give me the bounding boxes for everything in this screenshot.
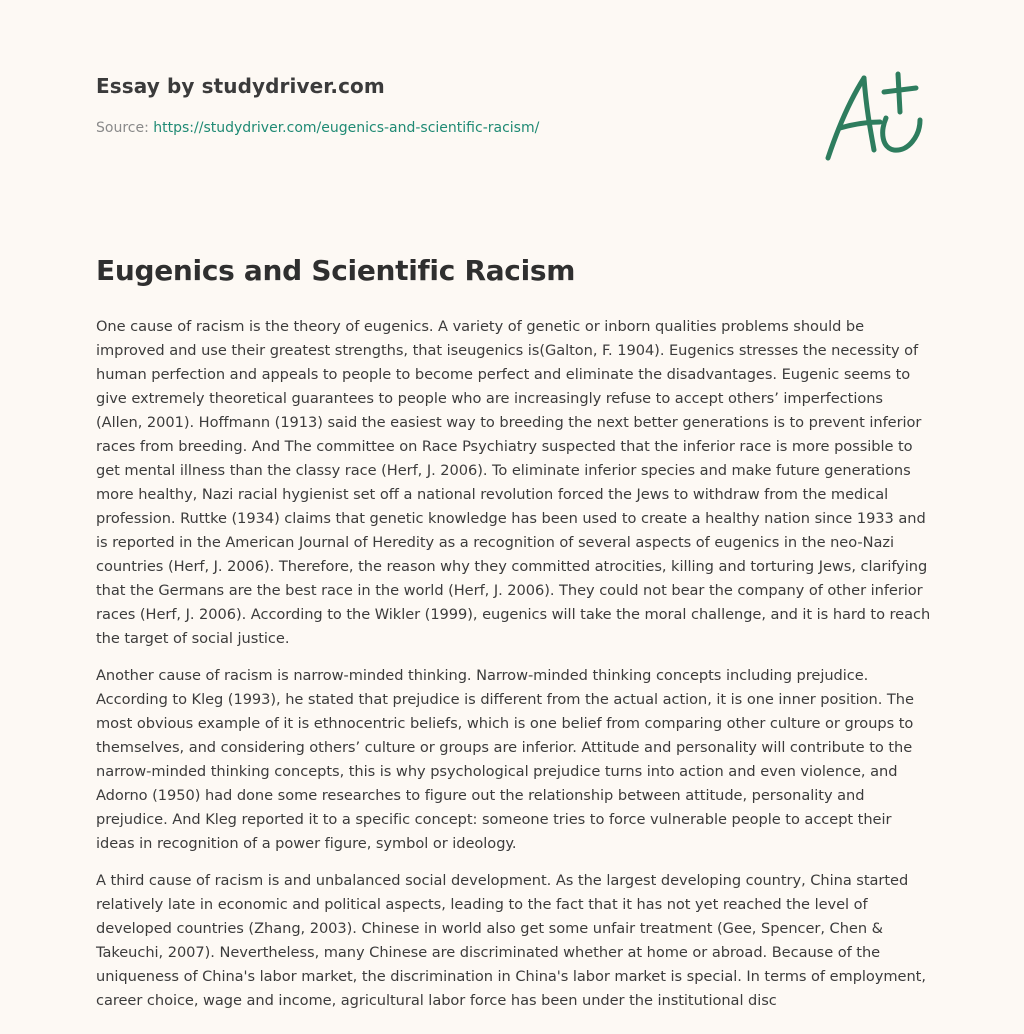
- essay-title: Eugenics and Scientific Racism: [96, 254, 576, 287]
- site-title: Essay by studydriver.com: [96, 74, 385, 98]
- source-line: [96, 120, 796, 136]
- source-link[interactable]: https://studydriver.com/eugenics-and-scientific-racism/: [153, 120, 540, 136]
- essay-paragraph: Another cause of racism is narrow-minded thinking. Narrow-minded thinking concepts including prejudice. According to Kleg (1993), he stated that prejudice is different from the actual action, it is one inner position. The most obvious example of it is ethnocentric beliefs, which is one belief from comparing other culture or groups to themselves, and considering others’ culture or groups are inferior. Attitude and personality will contribute to the narrow-minded thinking concepts, this is why psychological prejudice turns into action and even violence, and Adorno (1950) had done some researches to figure out the relationship between attitude, personality and prejudice. And Kleg reported it to a specific concept: someone tries to force vulnerable people to accept their ideas in recognition of a power figure, symbol or ideology.: [96, 667, 914, 852]
- essay-paragraph: A third cause of racism is and unbalanced social development. As the largest developing country, China started relatively late in economic and political aspects, leading to the fact that it has not yet reached the level of developed countries (Zhang, 2003). Chinese in world also get some unfair treatment (Gee, Spencer, Chen & Takeuchi, 2007). Nevertheless, many Chinese are discriminated whether at home or abroad. Because of the uniqueness of China's labor market, the discrimination in China's labor market is special. In terms of employment, career choice, wage and income, agricultural labor force has been under the institutional disc: [96, 872, 926, 1009]
- source-label: Source:: [96, 120, 154, 136]
- a-plus-grade-icon: [820, 66, 930, 166]
- essay-paragraph: One cause of racism is the theory of eugenics. A variety of genetic or inborn qualities problems should be improved and use their greatest strengths, that iseugenics is(Galton, F. 1904). Eugenics stresses the necessity of human perfection and appeals to people to become perfect and eliminate the disadvantages. Eugenic seems to give extremely theoretical guarantees to people who are increasingly refuse to accept others’ imperfections (Allen, 2001). Hoffmann (1913) said the easiest way to breeding the next better generations is to prevent inferior races from breeding. And The committee on Race Psychiatry suspected that the inferior race is more possible to get mental illness than the classy race (Herf, J. 2006). To eliminate inferior species and make future generations more healthy, Nazi racial hygienist set off a national revolution forced the Jews to withdraw from the medical profession. Ruttke (1934) claims that genetic knowledge has been used to create a healthy nation since 1933 and is reported in the American Journal of Heredity as a recognition of several aspects of eugenics in the neo-Nazi countries (Herf, J. 2006). Therefore, the reason why they committed atrocities, killing and torturing Jews, clarifying that the Germans are the best race in the world (Herf, J. 2006). They could not bear the company of other inferior races (Herf, J. 2006). According to the Wikler (1999), eugenics will take the moral challenge, and it is hard to reach the target of social justice.: [96, 318, 931, 647]
- essay-body: [96, 315, 931, 1026]
- page-header: [96, 74, 796, 136]
